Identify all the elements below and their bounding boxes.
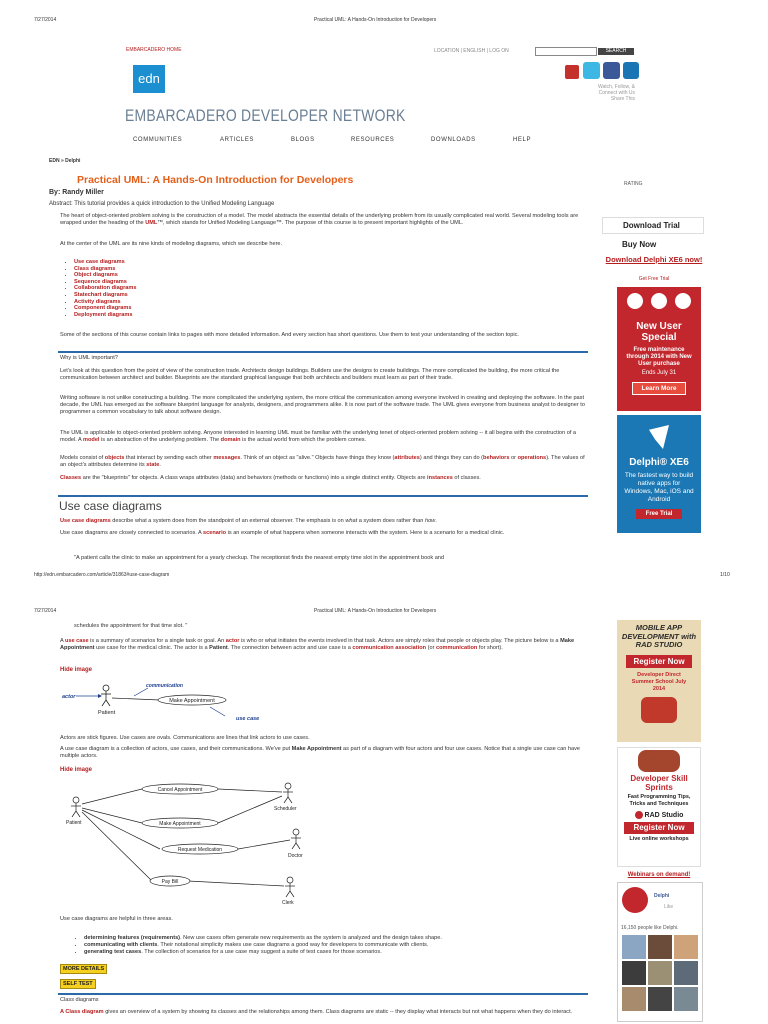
search-button[interactable]: SEARCH bbox=[598, 48, 634, 55]
actor-clerk-label: Clerk bbox=[282, 900, 294, 906]
paragraph-scenario: Use case diagrams are closely connected to scenarios. A scenario is an example of what happens when someone interacts with the system. Here is a scenario for a medical clinic. bbox=[60, 530, 505, 536]
runner-legs-illustration bbox=[638, 750, 680, 772]
stick-figure-clerk bbox=[285, 877, 295, 897]
paragraph-helpful: Use case diagrams are helpful in three areas. bbox=[60, 916, 173, 922]
fb-fan-avatars bbox=[622, 935, 698, 1015]
toc-use-case[interactable]: Use case diagrams bbox=[74, 259, 125, 265]
paragraph-construction: Let's look at this question from the point of view of the construction trade. Architects design buildings. Builders use the designs to create buildings. The more complicated the building, the more critical the communication between architect and builder. Blueprints are the standard graphical language that both architects and builders must learn as part of their trade. bbox=[60, 368, 560, 381]
list-item: • communicating with clients. Their notational simplicity makes use case diagrams a good way for developers to communicate with clients. bbox=[84, 942, 599, 949]
byline: By: Randy Miller bbox=[49, 189, 104, 196]
register-now-button[interactable]: Register Now bbox=[624, 822, 694, 834]
scenario-quote-1: "A patient calls the clinic to make an appointment for a yearly checkup. The receptionist finds the nearest empty time slot in the appointment book and bbox=[74, 555, 445, 561]
list-item: • determining features (requirements). New use cases often generate new requirements as the system is analyzed and the design takes shape. bbox=[84, 935, 599, 942]
print-date: 7/27/2014 bbox=[34, 17, 57, 23]
print-url: http://edn.embarcadero.com/article/31863#use-case-diagram bbox=[34, 572, 170, 578]
delphi-icon bbox=[627, 293, 643, 309]
nav-resources[interactable]: RESOURCES bbox=[351, 137, 395, 143]
stick-figure-scheduler bbox=[283, 783, 293, 803]
why-heading: Why is UML important? bbox=[60, 355, 118, 361]
toc-object[interactable]: Object diagrams bbox=[74, 272, 118, 279]
youtube-icon[interactable] bbox=[565, 65, 579, 79]
print-doc-title: Practical UML: A Hands-On Introduction for Developers bbox=[314, 608, 437, 614]
embarcadero-home-link[interactable]: EMBARCADERO HOME bbox=[126, 47, 182, 53]
paragraph-center: At the center of the UML are its nine kinds of modeling diagrams, which we describe here. bbox=[60, 241, 283, 247]
delphi-page-avatar[interactable] bbox=[622, 887, 648, 913]
usecase-make-appointment: Make Appointment bbox=[159, 821, 201, 827]
cpp-icon bbox=[675, 293, 691, 309]
toc-deployment[interactable]: Deployment diagrams bbox=[74, 311, 133, 318]
twitter-icon[interactable] bbox=[583, 62, 600, 79]
paragraph-sections: Some of the sections of this course contain links to pages with more detailed information. And every section has short questions. Use them to test your understanding of the section topic. bbox=[60, 332, 519, 338]
edn-logo[interactable]: edn bbox=[133, 65, 165, 93]
paragraph-collection: A use case diagram is a collection of actors, use cases, and their communications. We've put Make Appointment as part of a diagram with four actors and four use cases. Notice that a single use case can have multiple actors. bbox=[60, 746, 580, 759]
clinic-use-case-diagram bbox=[60, 776, 320, 906]
buy-now-button[interactable]: Buy Now bbox=[602, 237, 704, 252]
usecase-cancel-appointment: Cancel Appointment bbox=[157, 787, 203, 793]
download-delphi-link[interactable]: Download Delphi XE6 now! bbox=[605, 255, 703, 264]
site-title: EMBARCADERO DEVELOPER NETWORK bbox=[125, 106, 406, 125]
list-item: • generating test cases. The collection of scenarios for a use case may suggest a suite of test cases for those scenarios. bbox=[84, 949, 599, 956]
linkedin-icon[interactable] bbox=[623, 62, 639, 79]
paragraph-software: Writing software is not unlike constructing a building. The more complicated the underlying system, the more critical the communication among everyone involved in creating and deploying the software. In the past decade, the UML has emerged as the software blueprint language for analysts, designers, and programmers alike. It is now part of the software trade. The UML gives everyone from business analyst to designer to programmer a common vocabulary to talk about software design. bbox=[60, 395, 585, 415]
usecase-label: use case bbox=[236, 716, 260, 722]
usecase-oval-label: Make Appointment bbox=[169, 698, 215, 704]
stick-figure-doctor bbox=[291, 829, 301, 849]
fb-like-count: 16,150 people like Delphi. bbox=[621, 925, 679, 931]
patient-label: Patient bbox=[98, 710, 116, 716]
facebook-widget bbox=[617, 882, 703, 1022]
paragraph-intro: The heart of object-oriented problem solving is the construction of a model. The model abstracts the essential details of the underlying problem from its usually complicated real world. Several modeling tools are wrapped under the heading of the UML™, which stands for Unified Modeling Language™. The purpose of this course is to present important highlights of the UML. bbox=[60, 213, 579, 226]
use-case-heading: Use case diagrams bbox=[59, 499, 162, 513]
nav-help[interactable]: HELP bbox=[513, 137, 532, 143]
actor-doctor-label: Doctor bbox=[288, 853, 303, 859]
ad-delphi-xe6[interactable]: Delphi® XE6 The fastest way to build native apps for Windows, Mac, iOS and Android Free Trial bbox=[617, 415, 701, 533]
communication-line bbox=[112, 698, 160, 700]
hide-image-link[interactable]: Hide image bbox=[60, 767, 93, 773]
paragraph-use-case-def: Use case diagrams describe what a system does from the standpoint of an external observer. The emphasis is on what a system does rather than how. bbox=[60, 518, 437, 524]
class-diagrams-heading: Class diagrams bbox=[60, 997, 99, 1003]
breadcrumb[interactable]: EDN » Delphi bbox=[49, 158, 81, 164]
toc-list bbox=[62, 259, 136, 318]
webinars-link[interactable]: Webinars on demand! bbox=[627, 872, 691, 878]
paragraph-use-case-summary: A use case is a summary of scenarios for a single task or goal. An actor is who or what initiates the events involved in that task. Actors are simply roles that people or objects play. The picture below is a Make Appointment use case for the medical clinic. The actor is a Patient. The connection between actor and use case is a communication association (or communication for short). bbox=[60, 638, 575, 651]
building-icon bbox=[651, 293, 667, 309]
self-test-button[interactable]: SELF TEST bbox=[60, 979, 96, 989]
paragraph-classes: Classes are the "blueprints" for objects. A class wraps attributes (data) and behaviors (methods or functions) into a single distinct entity. Objects are instances of classes. bbox=[60, 475, 481, 481]
usecase-pay-bill: Pay Bill bbox=[161, 879, 179, 885]
toc-statechart[interactable]: Statechart diagrams bbox=[74, 291, 128, 298]
benefits-list bbox=[72, 935, 599, 955]
rating-label: RATING bbox=[624, 181, 643, 187]
product-icons bbox=[617, 293, 701, 313]
toc-sequence[interactable]: Sequence diagrams bbox=[74, 278, 127, 285]
nav-blogs[interactable]: BLOGS bbox=[291, 137, 315, 143]
delphi-helmet-icon bbox=[649, 425, 669, 449]
ad-mobile-app-development[interactable]: MOBILE APP DEVELOPMENT with RAD STUDIO Register Now Developer Direct Summer School July 2014 bbox=[617, 620, 701, 742]
free-trial-button[interactable]: Free Trial bbox=[636, 509, 682, 519]
more-details-button[interactable]: MORE DETAILS bbox=[60, 964, 107, 974]
nav-downloads[interactable]: DOWNLOADS bbox=[431, 137, 476, 143]
social-caption: Watch, Follow, & Connect with Us Share This bbox=[597, 84, 635, 102]
learn-more-button[interactable]: Learn More bbox=[632, 382, 686, 395]
section-divider bbox=[58, 351, 588, 353]
toc-class[interactable]: Class diagrams bbox=[74, 265, 116, 272]
download-trial-button[interactable]: Download Trial bbox=[602, 217, 704, 234]
scenario-quote-2: schedules the appointment for that time slot. " bbox=[74, 623, 188, 629]
actor-scheduler-label: Scheduler bbox=[274, 806, 297, 812]
fb-page-name[interactable]: Delphi bbox=[654, 893, 670, 899]
ad-developer-skill-sprints[interactable]: Developer Skill Sprints Fast Programming Tips, Tricks and Techniques RAD Studio Register Now Live online workshops bbox=[617, 747, 701, 867]
top-links[interactable]: LOCATION | ENGLISH | LOG ON bbox=[434, 48, 509, 54]
paragraph-models: Models consist of objects that interact by sending each other messages. Think of an object as "alive." Objects have things they know (attributes) and things they can do (behaviors or operations). The values of an object's attributes determine its state. bbox=[60, 455, 585, 468]
make-appointment-diagram bbox=[60, 678, 280, 726]
toc-collaboration[interactable]: Collaboration diagrams bbox=[74, 285, 137, 292]
paragraph-class-diagram: A Class diagram gives an overview of a system by showing its classes and the relationships among them. Class diagrams are static -- they display what interacts but not what happens when they do interact. bbox=[60, 1009, 573, 1015]
usecase-request-medication: Request Medication bbox=[177, 847, 223, 853]
get-free-trial-link[interactable]: Get Free Trial bbox=[638, 276, 670, 282]
actor-patient-label: Patient bbox=[66, 820, 82, 826]
toc-component[interactable]: Component diagrams bbox=[74, 305, 132, 312]
abstract: Abstract: This tutorial provides a quick introduction to the Unified Modeling Language bbox=[49, 201, 275, 207]
section-divider bbox=[58, 495, 588, 497]
nav-communities[interactable]: COMMUNITIES bbox=[133, 137, 183, 143]
print-date: 7/27/2014 bbox=[34, 608, 57, 614]
search-input[interactable] bbox=[535, 47, 597, 56]
paragraph-stick-figures: Actors are stick figures. Use cases are ovals. Communications are lines that link actors to use cases. bbox=[60, 735, 310, 741]
article-title: Practical UML: A Hands-On Introduction for Developers bbox=[77, 174, 354, 186]
stick-figure-patient bbox=[71, 797, 81, 817]
ad-new-user-special[interactable]: New User Special Free maintenance through 2014 with New User purchase Ends July 31 Learn More bbox=[617, 287, 701, 411]
runner-illustration bbox=[641, 697, 677, 723]
stick-figure-patient bbox=[101, 685, 111, 706]
print-page-num: 1/10 bbox=[720, 572, 730, 578]
toc-activity[interactable]: Activity diagrams bbox=[74, 298, 121, 305]
print-doc-title: Practical UML: A Hands-On Introduction for Developers bbox=[314, 17, 437, 23]
paragraph-applicable: The UML is applicable to object-oriented problem solving. Anyone interested in learning UML must be familiar with the underlying tenet of object-oriented problem solving -- it all begins with the construction of a model. A model is an abstraction of the underlying problem. The domain is the actual world from which the problem comes. bbox=[60, 430, 577, 443]
facebook-icon[interactable] bbox=[603, 62, 620, 79]
communication-label: communication bbox=[146, 683, 183, 689]
hide-image-link[interactable]: Hide image bbox=[60, 667, 93, 673]
section-divider bbox=[58, 993, 588, 995]
nav-articles[interactable]: ARTICLES bbox=[220, 137, 255, 143]
register-now-button[interactable]: Register Now bbox=[626, 655, 692, 668]
fb-like-button[interactable]: Like bbox=[664, 904, 674, 910]
actor-label: actor bbox=[62, 694, 76, 700]
rad-studio-logo: RAD Studio bbox=[618, 811, 700, 819]
